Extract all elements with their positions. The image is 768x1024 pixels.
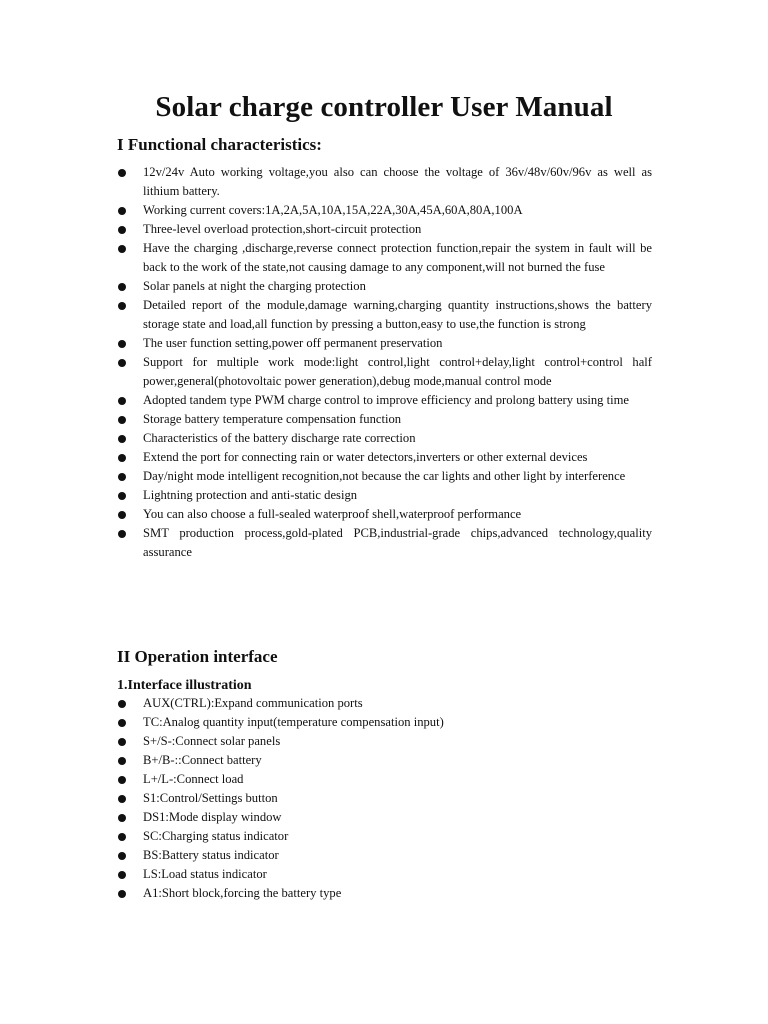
bullet-icon [118, 530, 126, 538]
bullet-icon [118, 738, 126, 746]
bullet-icon [118, 435, 126, 443]
bullet-icon [118, 397, 126, 405]
bullet-icon [118, 814, 126, 822]
list-item: The user function setting,power off permanent preservation [117, 334, 652, 353]
bullet-icon [118, 473, 126, 481]
list-item: S+/S-:Connect solar panels [117, 732, 652, 751]
list-item: 12v/24v Auto working voltage,you also can choose the voltage of 36v/48v/60v/96v as well as lithium battery. [117, 163, 652, 201]
bullet-icon [118, 511, 126, 519]
bullet-icon [118, 416, 126, 424]
list-item: SC:Charging status indicator [117, 827, 652, 846]
list-item: Storage battery temperature compensation function [117, 410, 652, 429]
bullet-icon [118, 283, 126, 291]
list-item: SMT production process,gold-plated PCB,industrial-grade chips,advanced technology,quality assurance [117, 524, 652, 562]
bullet-icon [118, 719, 126, 727]
bullet-icon [118, 226, 126, 234]
bullet-icon [118, 492, 126, 500]
list-item: S1:Control/Settings button [117, 789, 652, 808]
list-item: B+/B-::Connect battery [117, 751, 652, 770]
list-item: A1:Short block,forcing the battery type [117, 884, 652, 903]
bullet-icon [118, 359, 126, 367]
bullet-icon [118, 757, 126, 765]
list-item: L+/L-:Connect load [117, 770, 652, 789]
list-item: Lightning protection and anti-static design [117, 486, 652, 505]
bullet-icon [118, 776, 126, 784]
list-item: Detailed report of the module,damage warning,charging quantity instructions,shows the battery storage state and load,all function by pressing a button,easy to use,the function is strong [117, 296, 652, 334]
functional-characteristics-list [117, 163, 652, 562]
list-item: Extend the port for connecting rain or water detectors,inverters or other external devices [117, 448, 652, 467]
bullet-icon [118, 169, 126, 177]
list-item: Working current covers:1A,2A,5A,10A,15A,22A,30A,45A,60A,80A,100A [117, 201, 652, 220]
list-item: You can also choose a full-sealed waterproof shell,waterproof performance [117, 505, 652, 524]
document-title: Solar charge controller User Manual [155, 91, 613, 123]
bullet-icon [118, 833, 126, 841]
list-item: DS1:Mode display window [117, 808, 652, 827]
list-item: Characteristics of the battery discharge rate correction [117, 429, 652, 448]
bullet-icon [118, 454, 126, 462]
bullet-icon [118, 871, 126, 879]
list-item: Solar panels at night the charging protection [117, 277, 652, 296]
list-item: Adopted tandem type PWM charge control to improve efficiency and prolong battery using time [117, 391, 652, 410]
section-heading-operation-interface: II Operation interface [117, 647, 278, 666]
list-item: Support for multiple work mode:light control,light control+delay,light control+control half power,general(photovoltaic power generation),debug mode,manual control mode [117, 353, 652, 391]
bullet-icon [118, 852, 126, 860]
bullet-icon [118, 340, 126, 348]
bullet-icon [118, 207, 126, 215]
list-item: AUX(CTRL):Expand communication ports [117, 694, 652, 713]
bullet-icon [118, 700, 126, 708]
interface-illustration-list [117, 694, 652, 903]
bullet-icon [118, 245, 126, 253]
bullet-icon [118, 795, 126, 803]
bullet-icon [118, 302, 126, 310]
section-heading-functional-characteristics: I Functional characteristics: [117, 135, 322, 154]
list-item: Day/night mode intelligent recognition,not because the car lights and other light by interference [117, 467, 652, 486]
list-item: TC:Analog quantity input(temperature compensation input) [117, 713, 652, 732]
bullet-icon [118, 890, 126, 898]
list-item: LS:Load status indicator [117, 865, 652, 884]
list-item: Have the charging ,discharge,reverse connect protection function,repair the system in fault will be back to the work of the state,not causing damage to any component,will not burned the fuse [117, 239, 652, 277]
list-item: Three-level overload protection,short-circuit protection [117, 220, 652, 239]
list-item: BS:Battery status indicator [117, 846, 652, 865]
subsection-heading-interface-illustration: 1.Interface illustration [117, 678, 252, 693]
